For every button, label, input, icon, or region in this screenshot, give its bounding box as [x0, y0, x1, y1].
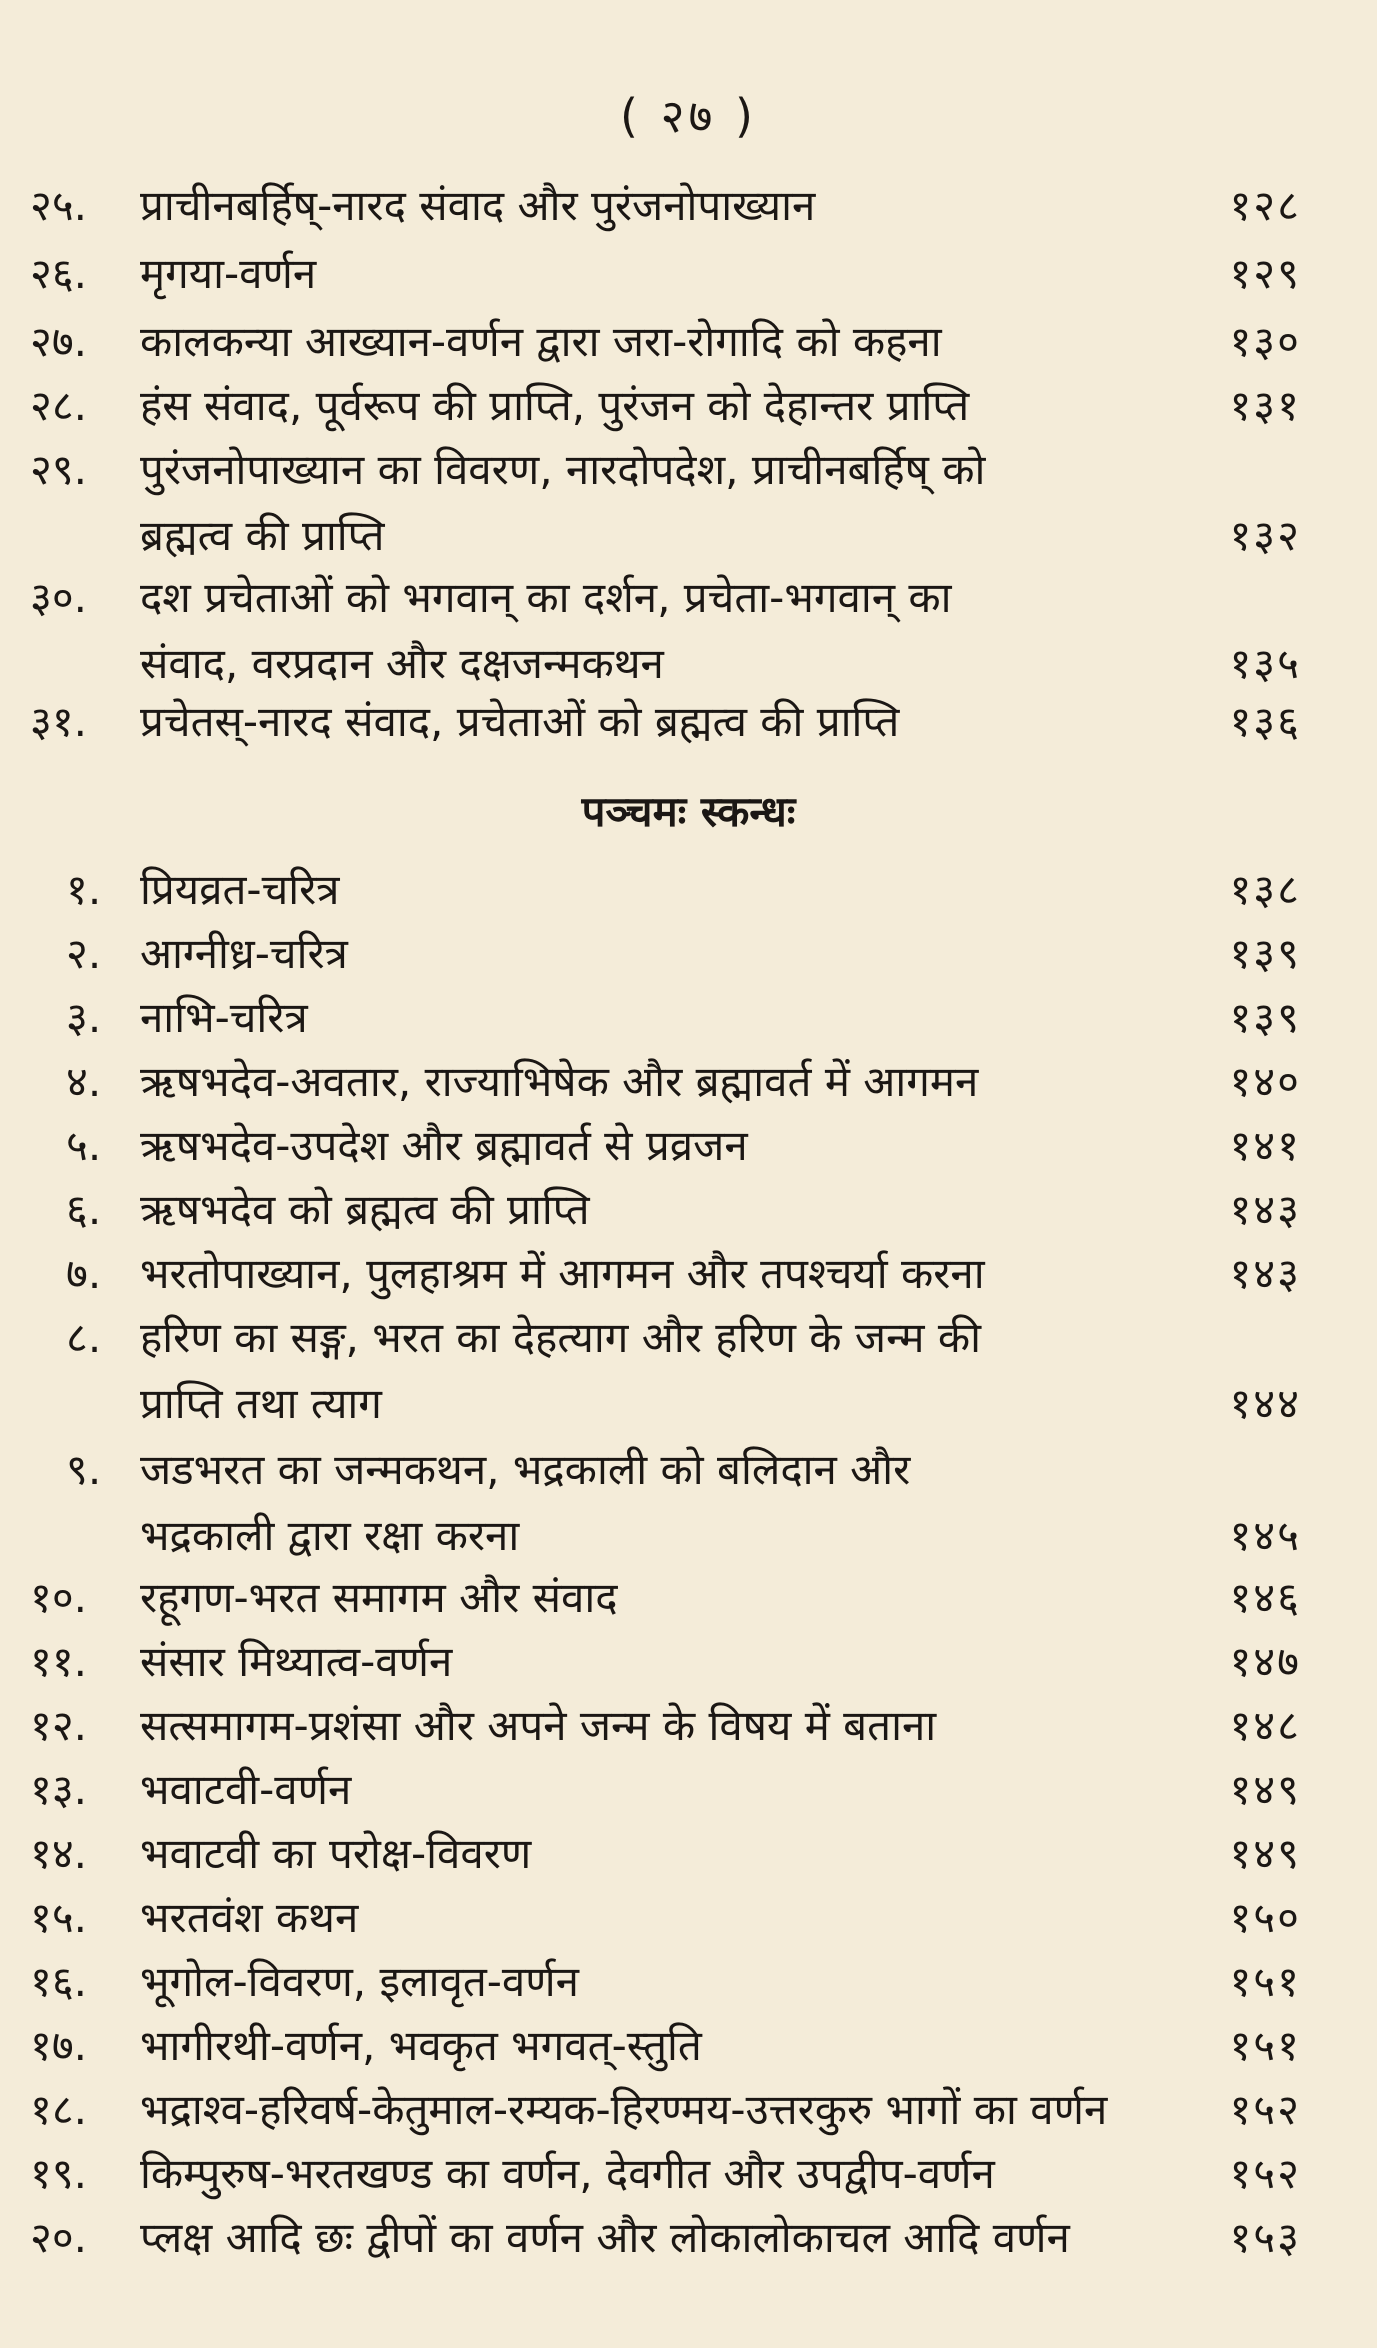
entry-page: १३२: [1229, 511, 1301, 560]
toc-entry: [0, 2142, 1377, 2206]
entry-number: ५.: [66, 1121, 102, 1170]
toc-entry: [0, 986, 1377, 1050]
entry-title: हरिण का सङ्ग, भरत का देहत्याग और हरिण के जन्म की: [140, 1313, 982, 1362]
entry-number: ७.: [66, 1249, 102, 1298]
toc-entry: [0, 1694, 1377, 1758]
entry-page: १३५: [1229, 639, 1301, 688]
toc-entry: [0, 1438, 1377, 1560]
entry-number: १.: [66, 865, 102, 914]
entry-number: १७.: [30, 2021, 88, 2070]
toc-entry: [0, 1822, 1377, 1886]
entry-title-continued: ब्रह्मत्व की प्राप्ति: [140, 511, 385, 560]
entry-page: १५१: [1229, 2021, 1301, 2070]
entry-title: प्लक्ष आदि छः द्वीपों का वर्णन और लोकालोकाचल आदि वर्णन: [140, 2213, 1070, 2262]
entry-title: ऋषभदेव-उपदेश और ब्रह्मावर्त से प्रव्रजन: [140, 1121, 748, 1170]
entry-title: ऋषभदेव-अवतार, राज्याभिषेक और ब्रह्मावर्त में आगमन: [140, 1057, 979, 1106]
entry-number: ३१.: [30, 697, 88, 746]
entry-page: १५२: [1229, 2149, 1301, 2198]
toc-entry: [0, 1566, 1377, 1630]
toc-entry: [0, 1178, 1377, 1242]
entry-page: १४३: [1229, 1185, 1301, 1234]
toc-entry: [0, 1886, 1377, 1950]
entry-title: भागीरथी-वर्णन, भवकृत भगवत्-स्तुति: [140, 2021, 702, 2070]
entry-title: संसार मिथ्यात्व-वर्णन: [140, 1637, 453, 1686]
section-heading: पञ्चमः स्कन्धः: [581, 787, 796, 836]
entry-number: २७.: [30, 317, 88, 366]
toc-entry: [0, 1050, 1377, 1114]
entry-number: ४.: [66, 1057, 102, 1106]
entry-page: १३९: [1229, 929, 1301, 978]
entry-page: १३१: [1229, 381, 1301, 430]
toc-entry: [0, 1630, 1377, 1694]
entry-title: प्रियव्रत-चरित्र: [140, 865, 340, 914]
toc-entry: [0, 2078, 1377, 2142]
entry-page: १४५: [1229, 1511, 1301, 1560]
toc-entry: [0, 566, 1377, 688]
toc-entry: [0, 858, 1377, 922]
entry-page: १५३: [1229, 2213, 1301, 2262]
entry-title: किम्पुरुष-भरतखण्ड का वर्णन, देवगीत और उपद्वीप-वर्णन: [140, 2149, 995, 2198]
entry-page: १३६: [1229, 697, 1301, 746]
toc-entry: [0, 1758, 1377, 1822]
entry-page: १५०: [1229, 1893, 1301, 1942]
entry-number: १०.: [30, 1573, 88, 1622]
entry-number: २६.: [30, 249, 88, 298]
entry-title: हंस संवाद, पूर्वरूप की प्राप्ति, पुरंजन को देहान्तर प्राप्ति: [140, 381, 970, 430]
entry-page: १४१: [1229, 1121, 1301, 1170]
entry-title: भद्राश्व-हरिवर्ष-केतुमाल-रम्यक-हिरण्मय-उत्तरकुरु भागों का वर्णन: [140, 2085, 1108, 2134]
entry-title: भवाटवी-वर्णन: [140, 1765, 352, 1814]
entry-page: १३९: [1229, 993, 1301, 1042]
entry-page: १४९: [1229, 1765, 1301, 1814]
entry-title: सत्समागम-प्रशंसा और अपने जन्म के विषय में बताना: [140, 1701, 937, 1750]
entry-title: प्रचेतस्-नारद संवाद, प्रचेताओं को ब्रह्मत्व की प्राप्ति: [140, 697, 900, 746]
toc-entry: [0, 1242, 1377, 1306]
entry-title: नाभि-चरित्र: [140, 993, 308, 1042]
entry-title-continued: संवाद, वरप्रदान और दक्षजन्मकथन: [140, 639, 664, 688]
entry-page: १४३: [1229, 1249, 1301, 1298]
entry-number: २०.: [30, 2213, 88, 2262]
entry-title: भरतवंश कथन: [140, 1893, 359, 1942]
toc-entry: [0, 2014, 1377, 2078]
toc-entry: [0, 310, 1377, 374]
entry-title: आग्नीध्र-चरित्र: [140, 929, 348, 978]
entry-number: ९.: [66, 1445, 102, 1494]
toc-entry: [0, 1950, 1377, 2014]
toc-entry: [0, 1306, 1377, 1428]
entry-page: १४७: [1229, 1637, 1301, 1686]
entry-number: ३०.: [30, 573, 88, 622]
entry-page: १४४: [1229, 1379, 1301, 1428]
entry-title: पुरंजनोपाख्यान का विवरण, नारदोपदेश, प्राचीनबर्हिष् को: [140, 445, 986, 494]
entry-title: कालकन्या आख्यान-वर्णन द्वारा जरा-रोगादि को कहना: [140, 317, 942, 366]
entry-title: ऋषभदेव को ब्रह्मत्व की प्राप्ति: [140, 1185, 590, 1234]
entry-title: भूगोल-विवरण, इलावृत-वर्णन: [140, 1957, 579, 2006]
entry-title: प्राचीनबर्हिष्-नारद संवाद और पुरंजनोपाख्यान: [140, 181, 816, 230]
entry-page: १५१: [1229, 1957, 1301, 2006]
toc-entry: [0, 242, 1377, 306]
entry-number: १३.: [30, 1765, 88, 1814]
entry-page: १४०: [1229, 1057, 1301, 1106]
toc-entry: [0, 690, 1377, 754]
entry-number: २८.: [30, 381, 88, 430]
entry-page: १५२: [1229, 2085, 1301, 2134]
entry-page: १३०: [1229, 317, 1301, 366]
entry-page: १३८: [1229, 865, 1301, 914]
entry-number: १८.: [30, 2085, 88, 2134]
entry-number: ६.: [66, 1185, 102, 1234]
entry-number: २.: [66, 929, 102, 978]
entry-title: दश प्रचेताओं को भगवान् का दर्शन, प्रचेता-भगवान् का: [140, 573, 952, 622]
toc-entry: [0, 174, 1377, 238]
entry-page: १४९: [1229, 1829, 1301, 1878]
entry-number: ११.: [30, 1637, 88, 1686]
entry-number: १५.: [30, 1893, 88, 1942]
entry-number: २९.: [30, 445, 88, 494]
page-number: ( २७ ): [620, 89, 757, 143]
entry-title-continued: प्राप्ति तथा त्याग: [140, 1379, 382, 1428]
entry-page: १४६: [1229, 1573, 1301, 1622]
entry-page: १२८: [1229, 181, 1301, 230]
entry-number: १६.: [30, 1957, 88, 2006]
entry-title: जडभरत का जन्मकथन, भद्रकाली को बलिदान और: [140, 1445, 911, 1494]
entry-title: भरतोपाख्यान, पुलहाश्रम में आगमन और तपश्चर्या करना: [140, 1249, 985, 1298]
entry-page: १२९: [1229, 249, 1301, 298]
entry-number: १९.: [30, 2149, 88, 2198]
entry-title: रहूगण-भरत समागम और संवाद: [140, 1573, 618, 1622]
entry-title: मृगया-वर्णन: [140, 249, 317, 298]
entry-number: ८.: [66, 1313, 102, 1362]
entry-number: ३.: [66, 993, 102, 1042]
toc-entry: [0, 1114, 1377, 1178]
entry-title-continued: भद्रकाली द्वारा रक्षा करना: [140, 1511, 520, 1560]
toc-entry: [0, 2206, 1377, 2270]
entry-number: १४.: [30, 1829, 88, 1878]
entry-number: १२.: [30, 1701, 88, 1750]
entry-number: २५.: [30, 181, 88, 230]
toc-entry: [0, 438, 1377, 560]
toc-entry: [0, 922, 1377, 986]
entry-title: भवाटवी का परोक्ष-विवरण: [140, 1829, 532, 1878]
entry-page: १४८: [1229, 1701, 1301, 1750]
toc-entry: [0, 374, 1377, 438]
